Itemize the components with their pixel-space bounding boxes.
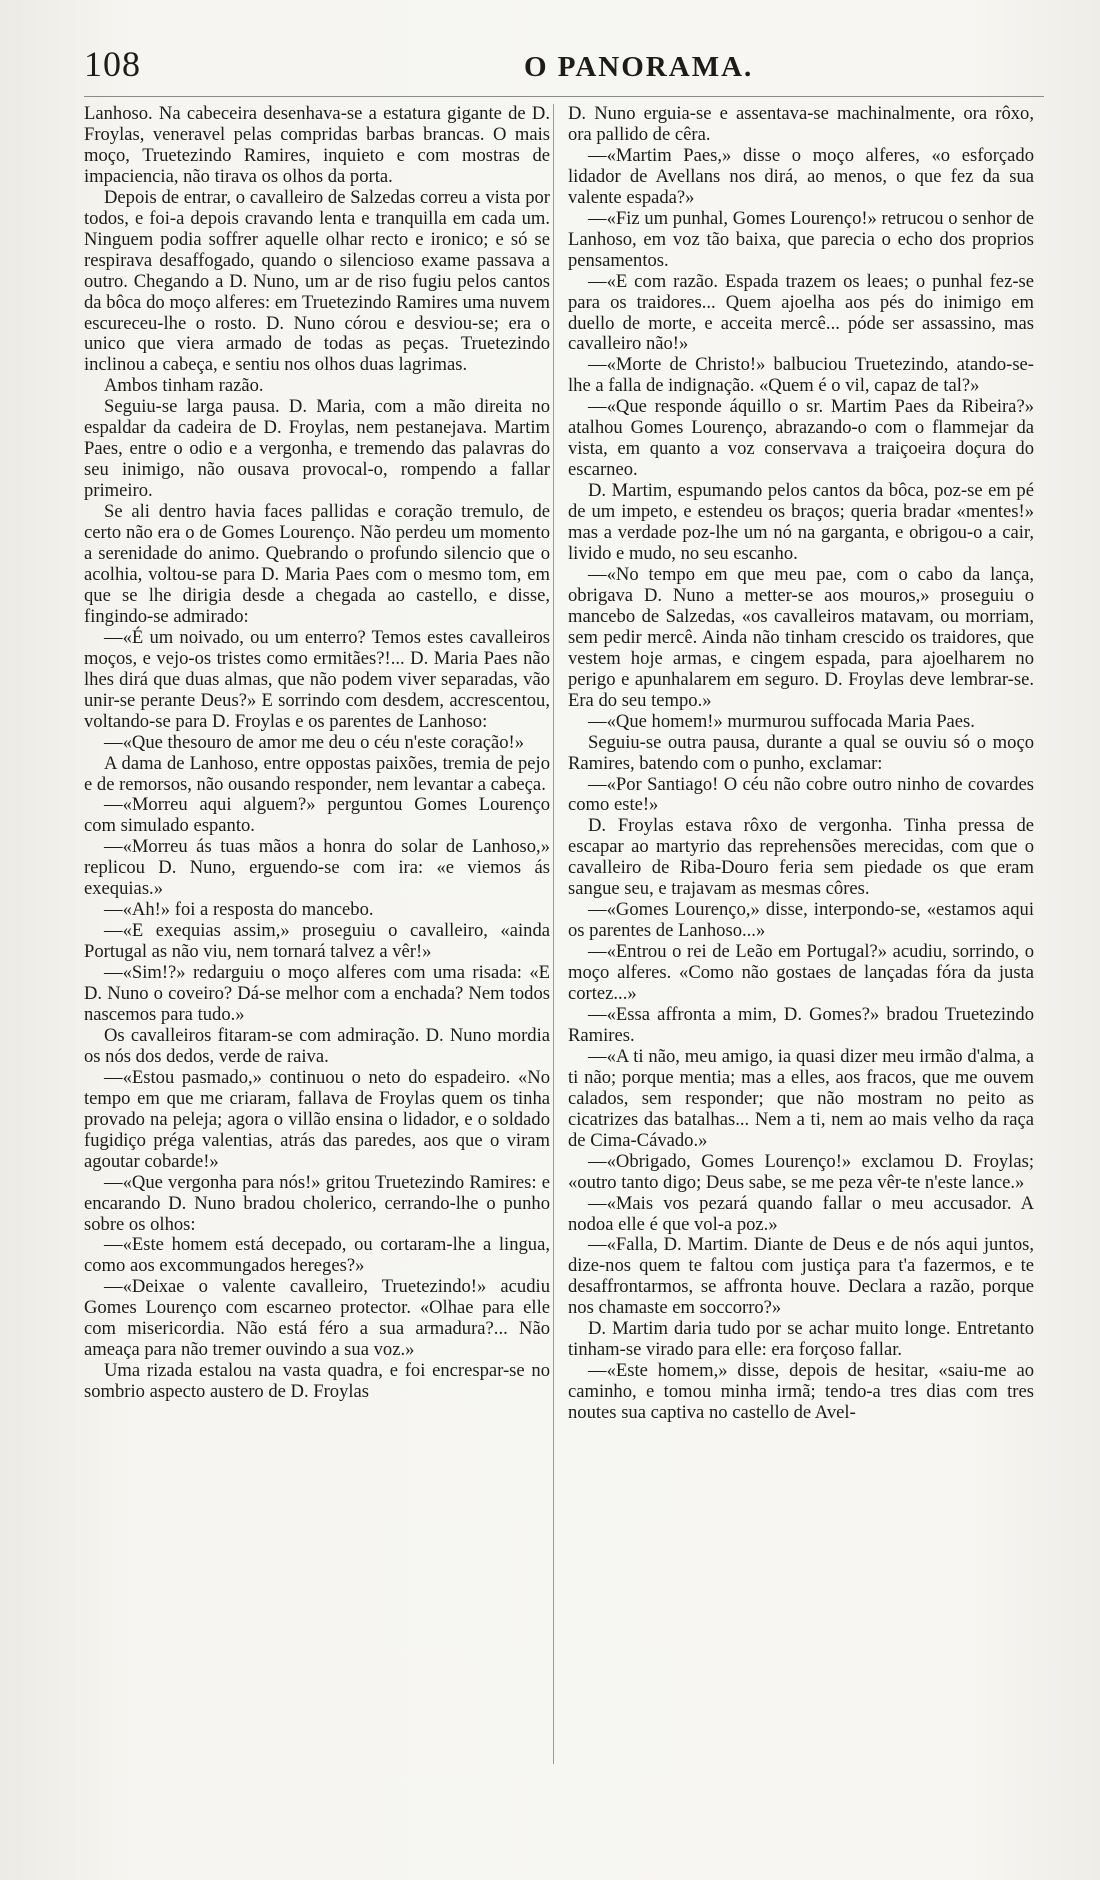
journal-title: O PANORAMA. <box>524 51 754 83</box>
paragraph: D. Martim, espumando pelos cantos da bôca, poz-se em pé de um impeto, e estendeu os braços; queria bradar «mentes!» mas a verdade poz-lhe um nó na garganta, e obrigou-o a cair, livido e mudo, no seu escanho. <box>568 480 1034 565</box>
header-rule <box>84 96 1044 97</box>
paragraph: Os cavalleiros fitaram-se com admiração. D. Nuno mordia os nós dos dedos, verde de raiva. <box>84 1024 550 1067</box>
paragraph: —«Que vergonha para nós!» gritou Truetezindo Ramires: e encarando D. Nuno bradou cholerico, cerrando-lhe o punho sobre os olhos: <box>84 1171 550 1235</box>
paragraph: —«No tempo em que meu pae, com o cabo da lança, obrigava D. Nuno a metter-se aos mouros,» proseguiu o mancebo de Salzedas, «os cavalleiros matavam, ou morriam, sem pedir mercê. Ainda não tinham crescido os traidores, que vestem hoje armas, e cingem espada, para ajoelharem no perigo e apunhalarem em seguro. D. Froylas deve lembrar-se. Era do seu tempo.» <box>568 563 1034 711</box>
page-header <box>84 44 1044 88</box>
paragraph: Se ali dentro havia faces pallidas e coração tremulo, de certo não era o de Gomes Lourenço. Não perdeu um momento a serenidade do animo. Quebrando o profundo silencio que o acolhia, voltou-se para D. Maria Paes com o mesmo tom, em que se lhe dirigia desde a chegada ao castello, e disse, fingindo-se admirado: <box>84 501 550 627</box>
page-number: 108 <box>84 44 141 84</box>
left-column <box>84 104 550 1403</box>
paragraph: —«Que homem!» murmurou suffocada Maria Paes. <box>588 710 975 732</box>
paragraph: —«Martim Paes,» disse o moço alferes, «o esforçado lidador de Avellans nos dirá, ao menos, o que fez da sua valente espada?» <box>568 144 1034 208</box>
paragraph: —«E exequias assim,» proseguiu o cavalleiro, «ainda Portugal as não viu, nem tornará talvez a vêr!» <box>84 920 550 963</box>
paragraph: Seguiu-se larga pausa. D. Maria, com a mão direita no espaldar da cadeira de D. Froylas, nem pestanejava. Martim Paes, entre o odio e a vergonha, e tremendo das palavras do seu inimigo, não ousava provocal-o, rompendo a fallar primeiro. <box>84 396 550 502</box>
paragraph: —«Morte de Christo!» balbuciou Truetezindo, atando-se-lhe a falla de indignação. «Quem é o vil, capaz de tal?» <box>568 354 1034 397</box>
paragraph: Ambos tinham razão. <box>104 375 264 397</box>
paragraph: —«Essa affronta a mim, D. Gomes?» bradou Truetezindo Ramires. <box>568 1003 1034 1046</box>
paragraph: —«Este homem está decepado, ou cortaram-lhe a lingua, como aos excommungados hereges?» <box>84 1234 550 1277</box>
paragraph: —«Fiz um punhal, Gomes Lourenço!» retrucou o senhor de Lanhoso, em voz tão baixa, que parecia o echo dos proprios pensamentos. <box>568 207 1034 271</box>
paragraph: Uma rizada estalou na vasta quadra, e foi encrespar-se no sombrio aspecto austero de D. Froylas <box>84 1360 550 1403</box>
paragraph: —«Estou pasmado,» continuou o neto do espadeiro. «No tempo em que me criaram, fallava de Froylas quem os tinha provado na peleja; agora o villão ensina o lidador, e o soldado fugidiço préga valentias, atrás das paredes, aos que o viram agoutar cobarde!» <box>84 1066 550 1172</box>
paragraph: —«Mais vos pezará quando fallar o meu accusador. A nodoa elle é que vol-a poz.» <box>568 1192 1034 1235</box>
paragraph: Lanhoso. Na cabeceira desenhava-se a estatura gigante de D. Froylas, veneravel pelas compridas barbas brancas. O mais moço, Truetezindo Ramires, inquieto e com mostras de impaciencia, não tirava os olhos da porta. <box>84 103 550 187</box>
paragraph: —«Falla, D. Martim. Diante de Deus e de nós aqui juntos, dize-nos quem te faltou com justiça para t'a fazermos, e te desaffrontarmos, se affronta houve. Declara a razão, porque nos chamaste em soccorro?» <box>568 1234 1034 1319</box>
paragraph: —«Entrou o rei de Leão em Portugal?» acudiu, sorrindo, o moço alferes. «Como não gostaes de lançadas fóra da justa cortez...» <box>568 941 1034 1005</box>
paragraph: —«Ah!» foi a resposta do mancebo. <box>104 899 374 921</box>
paragraph: —«Por Santiago! O céu não cobre outro ninho de covardes como este!» <box>568 773 1034 816</box>
paragraph: D. Froylas estava rôxo de vergonha. Tinha pressa de escapar ao martyrio das reprehensões merecidas, com que o cavalleiro de Riba-Douro feria sem piedade os que eram sangue seu, e trajavam as mesmas côres. <box>568 815 1034 900</box>
paragraph: —«Sim!?» redarguiu o moço alferes com uma risada: «E D. Nuno o coveiro? Dá-se melhor com a enchada? Nem todos nascemos para tudo.» <box>84 962 550 1025</box>
column-divider <box>553 104 554 1764</box>
right-column <box>568 104 1034 1424</box>
paragraph: —«É um noivado, ou um enterro? Temos estes cavalleiros moços, e vejo-os tristes como ermitães?!... D. Maria Paes não lhes dirá que duas almas, que não podem viver separadas, vão unir-se perante Deus?» E sorrindo com desdem, accrescentou, voltando-se para D. Froylas e os parentes de Lanhoso: <box>84 626 550 732</box>
paragraph: —«Morreu ás tuas mãos a honra do solar de Lanhoso,» replicou D. Nuno, erguendo-se com ira: «e viemos ás exequias.» <box>84 836 550 900</box>
paragraph: —«A ti não, meu amigo, ia quasi dizer meu irmão d'alma, a ti não; porque mentia; mas a elles, aos fracos, que me ouvem calados, sem responder; que não mostram no peito as cicatrizes das batalhas... Nem a ti, nem ao mais velho da raça de Cima-Cávado.» <box>568 1045 1034 1151</box>
paragraph: —«Morreu aqui alguem?» perguntou Gomes Lourenço com simulado espanto. <box>84 794 550 837</box>
paragraph: D. Nuno erguia-se e assentava-se machinalmente, ora rôxo, ora pallido de cêra. <box>568 103 1034 145</box>
paragraph: —«Deixae o valente cavalleiro, Truetezindo!» acudiu Gomes Lourenço com escarneo protector. «Olhae para elle com misericordia. Não está féro a sua armadura?... Não ameaça para não tremer ouvindo a sua voz.» <box>84 1276 550 1361</box>
paragraph: —«Este homem,» disse, depois de hesitar, «saiu-me ao caminho, e tomou minha irmã; tendo-a tres dias com tres noutes sua captiva no castello de Avel- <box>568 1360 1034 1424</box>
paragraph: Depois de entrar, o cavalleiro de Salzedas correu a vista por todos, e foi-a depois cravando lenta e tranquilla em cada um. Ninguem podia soffrer aquelle olhar recto e ironico; e só se respirava desaffogado, quando o silencioso exame passava a outro. Chegando a D. Nuno, um ar de riso fugiu pelos cantos da bôca do moço alferes: em Truetezindo Ramires uma nuvem escureceu-lhe o rosto. D. Nuno córou e desviou-se; era o unico que viera armado de todas as peças. Truetezindo inclinou a cabeça, e sentiu nos olhos duas lagrimas. <box>84 186 550 376</box>
paragraph: —«Gomes Lourenço,» disse, interpondo-se, «estamos aqui os parentes de Lanhoso...» <box>568 899 1034 942</box>
paragraph: —«E com razão. Espada trazem os leaes; o punhal fez-se para os traidores... Quem ajoelha aos pés do inimigo em duello de morte, e acceita mercê... póde ser assassino, mas cavalleiro não!» <box>568 270 1034 355</box>
paragraph: A dama de Lanhoso, entre oppostas paixões, tremia de pejo e de remorsos, não ousando responder, nem levantar a cabeça. <box>84 752 550 795</box>
paragraph: —«Obrigado, Gomes Lourenço!» exclamou D. Froylas; «outro tanto digo; Deus sabe, se me peza vêr-te n'este lance.» <box>568 1150 1034 1193</box>
paragraph: —«Que thesouro de amor me deu o céu n'este coração!» <box>104 731 524 753</box>
paragraph: —«Que responde áquillo o sr. Martim Paes da Ribeira?» atalhou Gomes Lourenço, abrazando-o com o flammejar da vista, em quanto a voz conservava a traiçoeira doçura do escarneo. <box>568 396 1034 481</box>
paragraph: Seguiu-se outra pausa, durante a qual se ouviu só o moço Ramires, batendo com o punho, exclamar: <box>568 731 1034 774</box>
paragraph: D. Martim daria tudo por se achar muito longe. Entretanto tinham-se virado para elle: era forçoso fallar. <box>568 1318 1034 1361</box>
